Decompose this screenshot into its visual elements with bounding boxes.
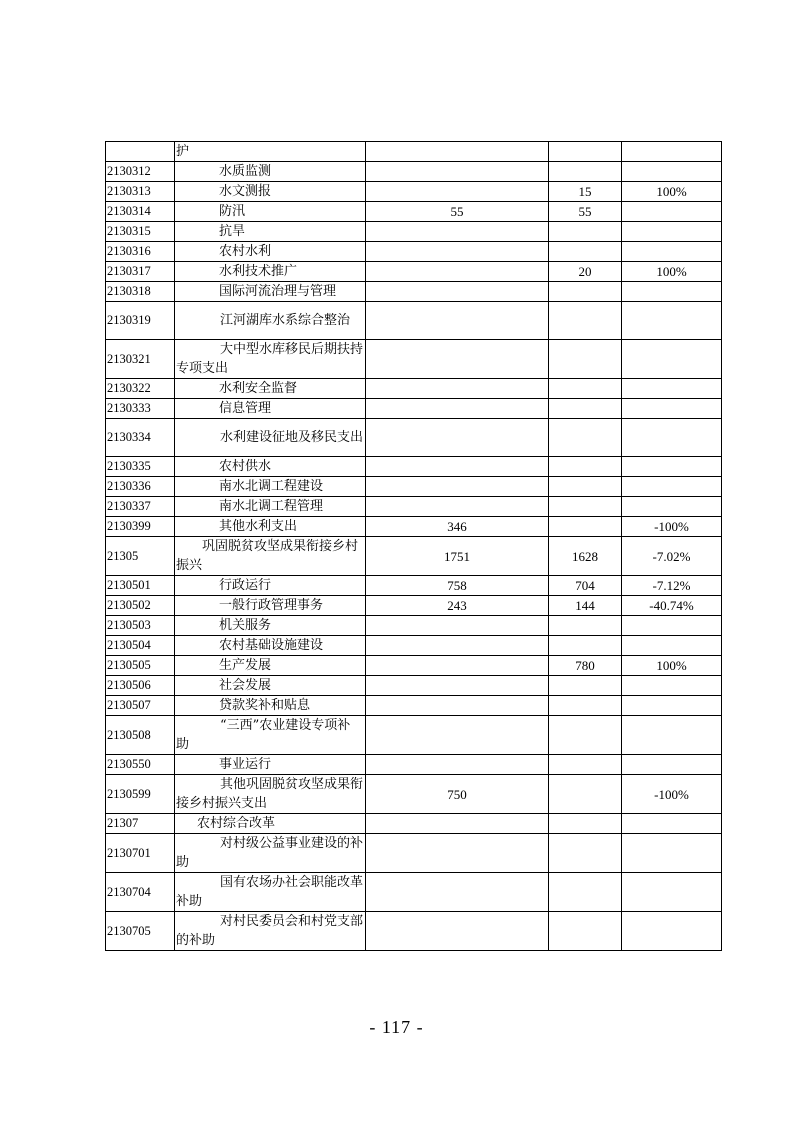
actual-cell — [549, 775, 622, 814]
name-cell: 抗旱 — [175, 222, 366, 242]
code-cell: 2130508 — [106, 716, 175, 755]
code-cell: 2130321 — [106, 340, 175, 379]
change-cell — [622, 142, 722, 162]
table-row — [106, 912, 722, 951]
budget-table — [105, 141, 722, 951]
name-cell: 一般行政管理事务 — [175, 596, 366, 616]
name-cell: 信息管理 — [175, 399, 366, 419]
change-cell: 100% — [622, 262, 722, 282]
name-cell: 贷款奖补和贴息 — [175, 696, 366, 716]
name-cell: 事业运行 — [175, 755, 366, 775]
code-cell: 2130501 — [106, 576, 175, 596]
actual-cell — [549, 302, 622, 340]
change-cell — [622, 616, 722, 636]
change-cell — [622, 636, 722, 656]
actual-cell — [549, 755, 622, 775]
budget-cell — [366, 419, 549, 457]
code-cell: 2130503 — [106, 616, 175, 636]
name-cell: 行政运行 — [175, 576, 366, 596]
change-cell: -100% — [622, 517, 722, 537]
code-cell: 2130502 — [106, 596, 175, 616]
change-cell — [622, 755, 722, 775]
page-number: - 117 - — [369, 1017, 424, 1037]
actual-cell — [549, 814, 622, 834]
budget-cell — [366, 616, 549, 636]
name-cell: 生产发展 — [175, 656, 366, 676]
code-cell: 21307 — [106, 814, 175, 834]
change-cell — [622, 302, 722, 340]
actual-cell — [549, 399, 622, 419]
table-row — [106, 477, 722, 497]
budget-cell — [366, 340, 549, 379]
code-cell: 2130312 — [106, 162, 175, 182]
table-row — [106, 340, 722, 379]
actual-cell: 1628 — [549, 537, 622, 576]
change-cell — [622, 873, 722, 912]
actual-cell — [549, 142, 622, 162]
change-cell — [622, 814, 722, 834]
table-row — [106, 162, 722, 182]
change-cell: -100% — [622, 775, 722, 814]
actual-cell — [549, 379, 622, 399]
table-row — [106, 696, 722, 716]
name-cell: 农村供水 — [175, 457, 366, 477]
name-cell: 防汛 — [175, 202, 366, 222]
change-cell — [622, 696, 722, 716]
name-cell: 南水北调工程管理 — [175, 497, 366, 517]
table-row — [106, 676, 722, 696]
name-cell: 社会发展 — [175, 676, 366, 696]
actual-cell — [549, 834, 622, 873]
actual-cell: 20 — [549, 262, 622, 282]
change-cell: 100% — [622, 182, 722, 202]
actual-cell — [549, 873, 622, 912]
code-cell: 2130336 — [106, 477, 175, 497]
budget-cell — [366, 182, 549, 202]
change-cell: -40.74% — [622, 596, 722, 616]
change-cell: 100% — [622, 656, 722, 676]
code-cell: 2130319 — [106, 302, 175, 340]
table-row — [106, 142, 722, 162]
actual-cell — [549, 282, 622, 302]
actual-cell — [549, 616, 622, 636]
name-cell: 水质监测 — [175, 162, 366, 182]
actual-cell — [549, 636, 622, 656]
code-cell: 2130315 — [106, 222, 175, 242]
table-row — [106, 775, 722, 814]
change-cell — [622, 242, 722, 262]
table-row — [106, 716, 722, 755]
table-row — [106, 282, 722, 302]
table-row — [106, 656, 722, 676]
actual-cell: 780 — [549, 656, 622, 676]
code-cell: 2130314 — [106, 202, 175, 222]
change-cell — [622, 912, 722, 951]
budget-cell: 1751 — [366, 537, 549, 576]
actual-cell — [549, 696, 622, 716]
change-cell — [622, 497, 722, 517]
code-cell: 2130504 — [106, 636, 175, 656]
name-cell: 巩固脱贫攻坚成果衔接乡村振兴 — [175, 537, 366, 576]
table-row — [106, 182, 722, 202]
code-cell: 2130322 — [106, 379, 175, 399]
change-cell — [622, 457, 722, 477]
budget-cell — [366, 399, 549, 419]
code-cell: 2130701 — [106, 834, 175, 873]
name-cell: 机关服务 — [175, 616, 366, 636]
actual-cell — [549, 477, 622, 497]
table-row — [106, 616, 722, 636]
budget-cell — [366, 636, 549, 656]
actual-cell — [549, 497, 622, 517]
budget-cell — [366, 814, 549, 834]
name-cell: 农村综合改革 — [175, 814, 366, 834]
actual-cell — [549, 162, 622, 182]
actual-cell: 704 — [549, 576, 622, 596]
name-cell: 农村基础设施建设 — [175, 636, 366, 656]
budget-cell: 758 — [366, 576, 549, 596]
table-row — [106, 262, 722, 282]
table-row — [106, 814, 722, 834]
budget-cell: 243 — [366, 596, 549, 616]
name-cell: 护 — [175, 142, 366, 162]
table-row — [106, 517, 722, 537]
name-cell: 水利技术推广 — [175, 262, 366, 282]
budget-cell — [366, 656, 549, 676]
change-cell — [622, 399, 722, 419]
budget-cell — [366, 242, 549, 262]
name-cell: 大中型水库移民后期扶持专项支出 — [175, 340, 366, 379]
change-cell — [622, 834, 722, 873]
budget-cell — [366, 477, 549, 497]
table-row — [106, 399, 722, 419]
budget-cell — [366, 834, 549, 873]
table-body — [106, 142, 722, 951]
change-cell — [622, 676, 722, 696]
table-row — [106, 419, 722, 457]
code-cell: 2130334 — [106, 419, 175, 457]
table-row — [106, 596, 722, 616]
change-cell — [622, 282, 722, 302]
name-cell: 水文测报 — [175, 182, 366, 202]
budget-cell — [366, 379, 549, 399]
name-cell: 对村级公益事业建设的补助 — [175, 834, 366, 873]
budget-cell — [366, 497, 549, 517]
budget-cell — [366, 873, 549, 912]
budget-cell — [366, 262, 549, 282]
actual-cell — [549, 222, 622, 242]
change-cell — [622, 716, 722, 755]
code-cell: 2130704 — [106, 873, 175, 912]
change-cell — [622, 477, 722, 497]
change-cell — [622, 379, 722, 399]
code-cell: 2130399 — [106, 517, 175, 537]
code-cell: 21305 — [106, 537, 175, 576]
actual-cell — [549, 242, 622, 262]
name-cell: 水利安全监督 — [175, 379, 366, 399]
budget-cell — [366, 282, 549, 302]
code-cell: 2130313 — [106, 182, 175, 202]
budget-cell — [366, 222, 549, 242]
budget-cell — [366, 755, 549, 775]
code-cell: 2130333 — [106, 399, 175, 419]
change-cell: -7.02% — [622, 537, 722, 576]
change-cell — [622, 222, 722, 242]
budget-cell — [366, 676, 549, 696]
change-cell — [622, 419, 722, 457]
table-row — [106, 242, 722, 262]
code-cell: 2130705 — [106, 912, 175, 951]
actual-cell: 15 — [549, 182, 622, 202]
table-row — [106, 497, 722, 517]
budget-cell: 346 — [366, 517, 549, 537]
table-row — [106, 636, 722, 656]
actual-cell — [549, 419, 622, 457]
budget-cell — [366, 912, 549, 951]
budget-cell — [366, 302, 549, 340]
code-cell: 2130337 — [106, 497, 175, 517]
actual-cell — [549, 517, 622, 537]
change-cell — [622, 162, 722, 182]
name-cell: 国有农场办社会职能改革补助 — [175, 873, 366, 912]
code-cell: 2130318 — [106, 282, 175, 302]
name-cell: 国际河流治理与管理 — [175, 282, 366, 302]
name-cell: 其他水利支出 — [175, 517, 366, 537]
table-row — [106, 576, 722, 596]
table-row — [106, 302, 722, 340]
actual-cell — [549, 676, 622, 696]
actual-cell: 55 — [549, 202, 622, 222]
budget-cell — [366, 696, 549, 716]
actual-cell — [549, 340, 622, 379]
code-cell: 2130507 — [106, 696, 175, 716]
code-cell: 2130317 — [106, 262, 175, 282]
name-cell: 江河湖库水系综合整治 — [175, 302, 366, 340]
table-row — [106, 873, 722, 912]
change-cell — [622, 202, 722, 222]
name-cell: “三西”农业建设专项补助 — [175, 716, 366, 755]
code-cell: 2130550 — [106, 755, 175, 775]
budget-cell — [366, 457, 549, 477]
actual-cell: 144 — [549, 596, 622, 616]
budget-cell: 750 — [366, 775, 549, 814]
change-cell — [622, 340, 722, 379]
name-cell: 其他巩固脱贫攻坚成果衔接乡村振兴支出 — [175, 775, 366, 814]
name-cell: 对村民委员会和村党支部的补助 — [175, 912, 366, 951]
code-cell — [106, 142, 175, 162]
budget-cell — [366, 162, 549, 182]
table-row — [106, 222, 722, 242]
actual-cell — [549, 457, 622, 477]
table-row — [106, 379, 722, 399]
actual-cell — [549, 716, 622, 755]
table-row — [106, 755, 722, 775]
table-row — [106, 457, 722, 477]
code-cell: 2130599 — [106, 775, 175, 814]
table-row — [106, 537, 722, 576]
name-cell: 农村水利 — [175, 242, 366, 262]
budget-cell — [366, 142, 549, 162]
name-cell: 水利建设征地及移民支出 — [175, 419, 366, 457]
code-cell: 2130505 — [106, 656, 175, 676]
change-cell: -7.12% — [622, 576, 722, 596]
budget-cell: 55 — [366, 202, 549, 222]
table-row — [106, 834, 722, 873]
code-cell: 2130506 — [106, 676, 175, 696]
code-cell: 2130316 — [106, 242, 175, 262]
actual-cell — [549, 912, 622, 951]
name-cell: 南水北调工程建设 — [175, 477, 366, 497]
code-cell: 2130335 — [106, 457, 175, 477]
budget-cell — [366, 716, 549, 755]
table-row — [106, 202, 722, 222]
